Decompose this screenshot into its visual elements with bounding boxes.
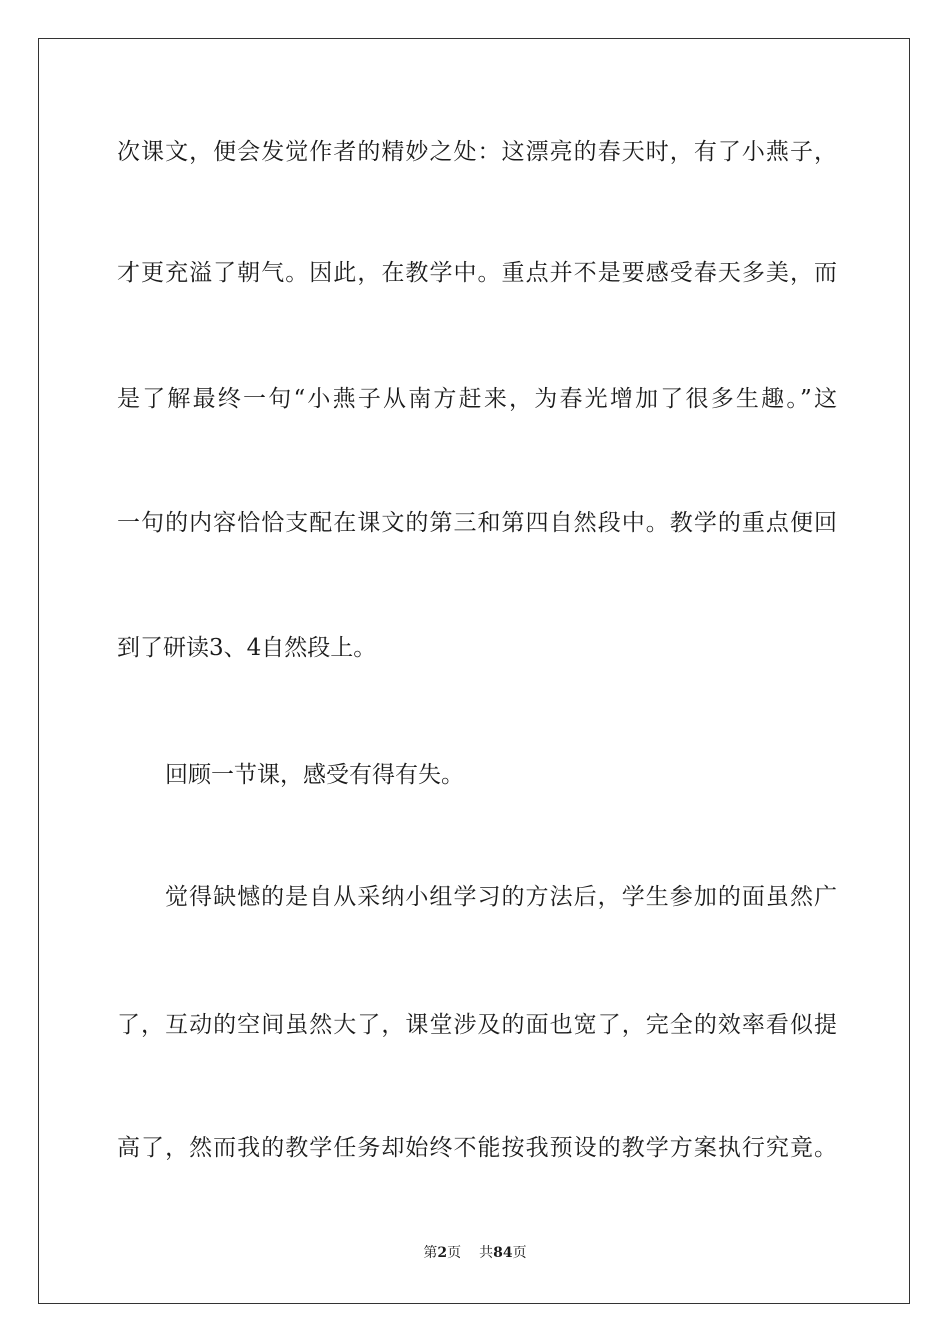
text-line: 次课文，便会发觉作者的精妙之处：这漂亮的春天时，有了小燕子，: [117, 139, 837, 165]
total-prefix: 共: [479, 1245, 494, 1261]
total-suffix: 页: [512, 1245, 527, 1261]
text-line: 才更充溢了朝气。因此，在教学中。重点并不是要感受春天多美，而: [117, 260, 837, 286]
text-line: 一句的内容恰恰支配在课文的第三和第四自然段中。教学的重点便回: [117, 510, 837, 536]
page-border: [38, 38, 910, 1304]
text-line: 到了研读3、4自然段上。: [117, 635, 377, 661]
text-line: 是了解最终一句“小燕子从南方赶来，为春光增加了很多生趣。”这: [117, 386, 837, 412]
text-line: 高了，然而我的教学任务却始终不能按我预设的教学方案执行究竟。: [117, 1135, 837, 1161]
page-number: 2: [437, 1245, 448, 1261]
text-line: 觉得缺憾的是自从采纳小组学习的方法后，学生参加的面虽然广: [165, 884, 837, 910]
text-line: 了，互动的空间虽然大了，课堂涉及的面也宽了，完全的效率看似提: [117, 1012, 837, 1038]
page-prefix: 第: [423, 1245, 438, 1261]
total-pages: 84: [493, 1245, 513, 1261]
text-line: 回顾一节课，感受有得有失。: [165, 762, 464, 788]
page-suffix: 页: [447, 1245, 462, 1261]
page-footer: [0, 1243, 950, 1263]
